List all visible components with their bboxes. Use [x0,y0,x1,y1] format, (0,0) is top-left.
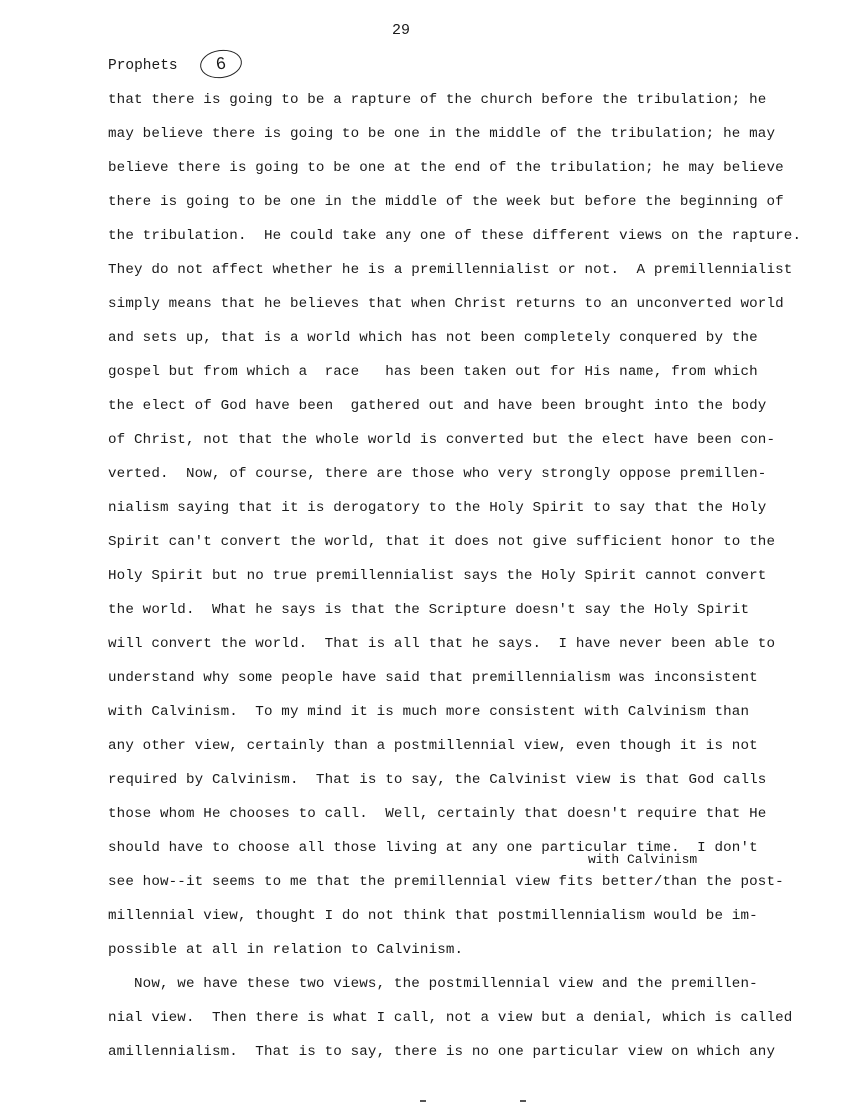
text-line: Now, we have these two views, the postmillennial view and the premillen- [108,976,758,992]
text-line: believe there is going to be one at the end of the tribulation; he may believe [108,160,784,176]
text-line: nial view. Then there is what I call, not a view but a denial, which is called [108,1010,793,1026]
interlinear-insert: with Calvinism [588,852,698,867]
page-number: 29 [392,22,411,39]
text-line: with Calvinism. To my mind it is much more consistent with Calvinism than [108,704,750,720]
text-line: the elect of God have been gathered out and have been brought into the body [108,398,767,414]
text-line: the world. What he says is that the Scripture doesn't say the Holy Spirit [108,602,750,618]
text-line: there is going to be one in the middle of the week but before the beginning of [108,194,784,210]
text-line: understand why some people have said that premillennialism was inconsistent [108,670,758,686]
text-line: required by Calvinism. That is to say, the Calvinist view is that God calls [108,772,767,788]
header-label: Prophets [108,58,178,74]
text-line: millennial view, thought I do not think that postmillennialism would be im- [108,908,758,924]
text-line: that there is going to be a rapture of the church before the tribulation; he [108,92,767,108]
scan-smudge [420,1100,426,1102]
text-line: see how--it seems to me that the premillennial view fits better/than the post- [108,874,784,890]
text-line: Holy Spirit but no true premillennialist says the Holy Spirit cannot convert [108,568,767,584]
text-line: of Christ, not that the whole world is converted but the elect have been con- [108,432,776,448]
text-line: gospel but from which a race has been taken out for His name, from which [108,364,758,380]
text-line: verted. Now, of course, there are those who very strongly oppose premillen- [108,466,767,482]
text-line: simply means that he believes that when Christ returns to an unconverted world [108,296,784,312]
text-line: any other view, certainly than a postmillennial view, even though it is not [108,738,758,754]
circled-page-mark: 6 [198,47,243,81]
text-line: should have to choose all those living at any one particular time. I don't [108,840,758,856]
text-line: They do not affect whether he is a premillennialist or not. A premillennialist [108,262,793,278]
text-line: those whom He chooses to call. Well, certainly that doesn't require that He [108,806,767,822]
text-line: and sets up, that is a world which has not been completely conquered by the [108,330,758,346]
text-line: will convert the world. That is all that he says. I have never been able to [108,636,776,652]
scan-smudge [520,1100,526,1102]
text-line: nialism saying that it is derogatory to the Holy Spirit to say that the Holy [108,500,767,516]
text-line: may believe there is going to be one in the middle of the tribulation; he may [108,126,776,142]
text-line: Spirit can't convert the world, that it does not give sufficient honor to the [108,534,776,550]
text-line: possible at all in relation to Calvinism. [108,942,464,958]
text-line: the tribulation. He could take any one of these different views on the rapture. [108,228,802,244]
text-line: amillennialism. That is to say, there is no one particular view on which any [108,1044,776,1060]
